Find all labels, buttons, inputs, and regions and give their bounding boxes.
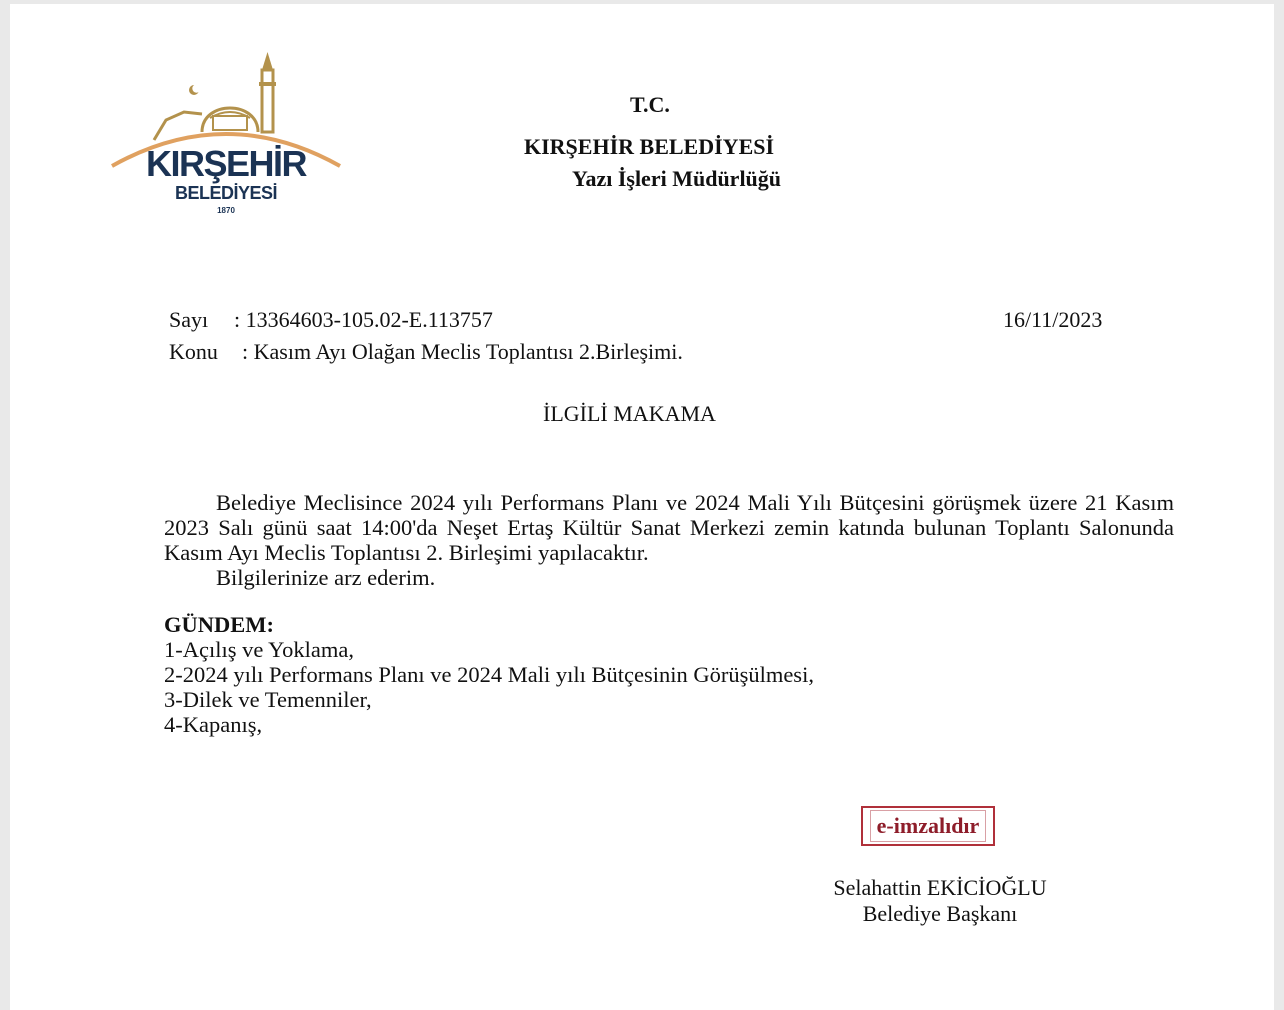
- signatory-title: Belediye Başkanı: [862, 901, 1018, 926]
- e-signature-stamp: [861, 806, 995, 846]
- kirsehir-municipality-logo: [110, 48, 342, 218]
- signatory-name: Selahattin EKİCİOĞLU: [833, 875, 1047, 900]
- logo-main-text: KIRŞEHİR: [145, 143, 307, 184]
- agenda-item: 1-Açılış ve Yoklama,: [164, 637, 354, 662]
- closing-line: Bilgilerinize arz ederim.: [216, 565, 436, 590]
- document-date: 16/11/2023: [1003, 307, 1103, 332]
- letter-body: [164, 490, 1174, 737]
- addressee: İLGİLİ MAKAMA: [543, 401, 716, 426]
- sayi-value: : 13364603-105.02-E.113757: [234, 307, 493, 332]
- e-signature-label: e-imzalıdır: [870, 810, 987, 842]
- agenda-title: GÜNDEM:: [164, 612, 274, 637]
- document-page: [10, 4, 1274, 1010]
- sayi-label: Sayı: [169, 307, 209, 332]
- agenda-item: 4-Kapanış,: [164, 712, 263, 737]
- header-department: Yazı İşleri Müdürlüğü: [572, 166, 782, 191]
- konu-label: Konu: [169, 339, 218, 364]
- agenda-item: 2-2024 yılı Performans Planı ve 2024 Mali yılı Bütçesinin Görüşülmesi,: [164, 662, 814, 687]
- konu-value: : Kasım Ayı Olağan Meclis Toplantısı 2.Birleşimi.: [242, 339, 683, 364]
- header-institution: KIRŞEHİR BELEDİYESİ: [524, 134, 775, 159]
- logo-year-text: 1870: [217, 206, 235, 215]
- agenda-item: 3-Dilek ve Temenniler,: [164, 687, 372, 712]
- logo-sub-text: BELEDİYESİ: [174, 183, 278, 203]
- header-tc: T.C.: [630, 92, 670, 117]
- body-paragraph: Belediye Meclisince 2024 yılı Performans Planı ve 2024 Mali Yılı Bütçesini görüşmek üzere 21 Kasım 2023 Salı günü saat 14:00'da Neşet Ertaş Kültür Sanat Merkezi zemin katında bulunan Toplantı Salonunda Kasım Ayı Meclis Toplantısı 2. Birleşimi yapılacaktır.: [164, 490, 1174, 565]
